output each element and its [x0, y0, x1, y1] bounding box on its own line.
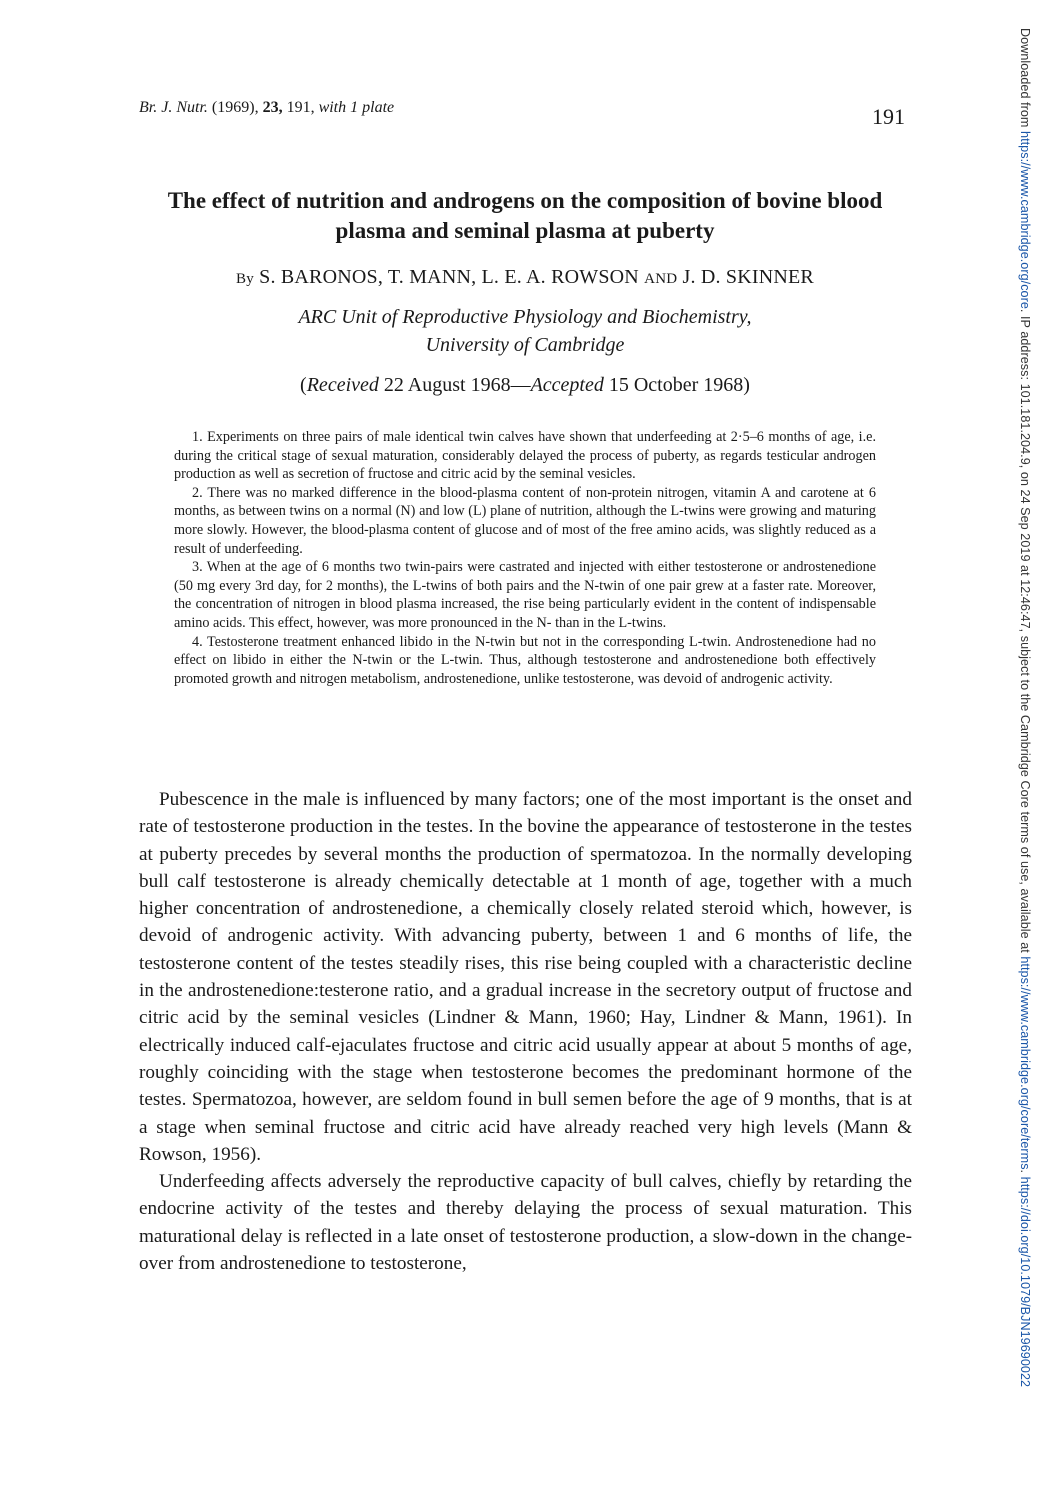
received-label: Received — [306, 374, 379, 396]
journal-abbreviation: Br. J. Nutr. — [139, 99, 208, 116]
abstract — [174, 428, 876, 688]
authors-main: S. BARONOS, T. MANN, L. E. A. ROWSON — [259, 266, 639, 288]
download-prefix: Downloaded from — [1018, 28, 1032, 132]
journal-citation — [139, 99, 394, 117]
abstract-paragraph-2: 2. There was no marked difference in the blood-plasma content of non-protein nitrogen, vitamin A and carotene at 6 months, as between twins on a normal (N) and low (L) plane of nutrition, although the L-twins were growing and maturing more slowly. However, the blood-plasma content of glucose and of most of the free amino acids, was slightly reduced as a result of underfeeding. — [174, 484, 876, 557]
article-title: The effect of nutrition and androgens on the composition of bovine blood plasma and seminal plasma at puberty — [167, 188, 883, 243]
page-number: 191 — [872, 104, 905, 129]
affiliation — [130, 303, 920, 359]
abstract-paragraph-1: 1. Experiments on three pairs of male identical twin calves have shown that underfeeding at 2·5–6 months of age, i.e. during the critical stage of sexual maturation, considerably delayed the process of puberty, as regards testicular androgen production as well as secretion of fructose and citric acid by the seminal vesicles. — [174, 429, 876, 483]
author-line — [130, 266, 920, 289]
authors-last: J. D. SKINNER — [682, 266, 814, 288]
doi-link[interactable]: https://doi.org/10.1079/BJN19690022 — [1018, 1176, 1032, 1388]
affiliation-line-1: ARC Unit of Reproductive Physiology and Biochemistry, — [298, 306, 752, 328]
abstract-paragraph-4: 4. Testosterone treatment enhanced libido in the N-twin but not in the corresponding L-twin. Androstenedione had no effect on libido in either the N-twin or the L-twin. Thus, although testosterone and androstenedione both effectively promoted growth and nitrogen metabolism, androstenedione, unlike testosterone, was devoid of androgenic activity. — [174, 633, 876, 687]
by-label: By — [236, 271, 254, 287]
accepted-label: Accepted — [530, 374, 604, 396]
journal-volume: 23, — [262, 99, 283, 116]
body-text — [139, 786, 912, 1277]
received-dates: (Received 22 August 1968—Accepted 15 October 1968) — [300, 374, 750, 396]
cambridge-core-link[interactable]: https://www.cambridge.org/core — [1018, 131, 1032, 309]
accepted-date: 15 October 1968 — [608, 374, 744, 396]
body-paragraph-2: Underfeeding affects adversely the reproductive capacity of bull calves, chiefly by retarding the endocrine activity of the testes and thereby delaying the process of sexual maturation. This maturational delay is reflected in a late onset of testosterone production, a slow-down in the change-over from androstenedione to testosterone, — [139, 1171, 912, 1275]
journal-pages: 191, — [286, 99, 315, 116]
received-date: 22 August 1968 — [383, 374, 511, 396]
body-paragraph-1: Pubescence in the male is influenced by many factors; one of the most important is the onset and rate of testosterone production in the testes. In the bovine the appearance of testosterone in the testes at puberty precedes by several months the production of spermatozoa. In the normally developing bull calf testosterone is already chemically detectable at 1 month of age, together with a much higher concentration of androstenedione, a chemically closely related steroid which, however, is devoid of androgenic activity. With advancing puberty, between 1 and 6 months of life, the testosterone content of the testes steadily rises, this rise being coupled with a characteristic decline in the androstenedione:testerone ratio, and a gradual increase in the secretory output of fructose and citric acid by the seminal vesicles (Lindner & Mann, 1960; Hay, Lindner & Mann, 1961). In electrically induced calf-ejaculates fructose and citric acid usually appear at about 5 months of age, roughly coinciding with the stage when testosterone becomes the predominant hormone of the testes. Spermatozoa, however, are seldom found in bull semen before the age of 9 months, that is at a stage when seminal fructose and citric acid have already reached very high levels (Mann & Rowson, 1956). — [139, 789, 912, 1165]
plate-note: with 1 plate — [318, 99, 395, 116]
journal-year: (1969), — [211, 99, 259, 116]
abstract-paragraph-3: 3. When at the age of 6 months two twin-pairs were castrated and injected with either testosterone or androstenedione (50 mg every 3rd day, for 2 months), the L-twins of both pairs and the N-twin of one pair grew at a faster rate. Moreover, the concentration of nitrogen in blood plasma increased, the rise being particularly evident in the content of indispensable amino acids. This effect, however, was more pronounced in the N- than in the L-twins. — [174, 559, 876, 631]
link-separator: . — [1018, 1169, 1032, 1177]
affiliation-line-2: University of Cambridge — [425, 334, 625, 356]
and-label: AND — [644, 271, 678, 287]
date-dash: — — [510, 374, 531, 396]
download-ip-info: . IP address: 101.181.204.9, on 24 Sep 2019 at 12:46:47, subject to the Cambridge Core terms of use, available at — [1018, 308, 1032, 957]
download-notice — [1018, 28, 1032, 1387]
terms-link[interactable]: https://www.cambridge.org/core/terms — [1018, 956, 1032, 1170]
